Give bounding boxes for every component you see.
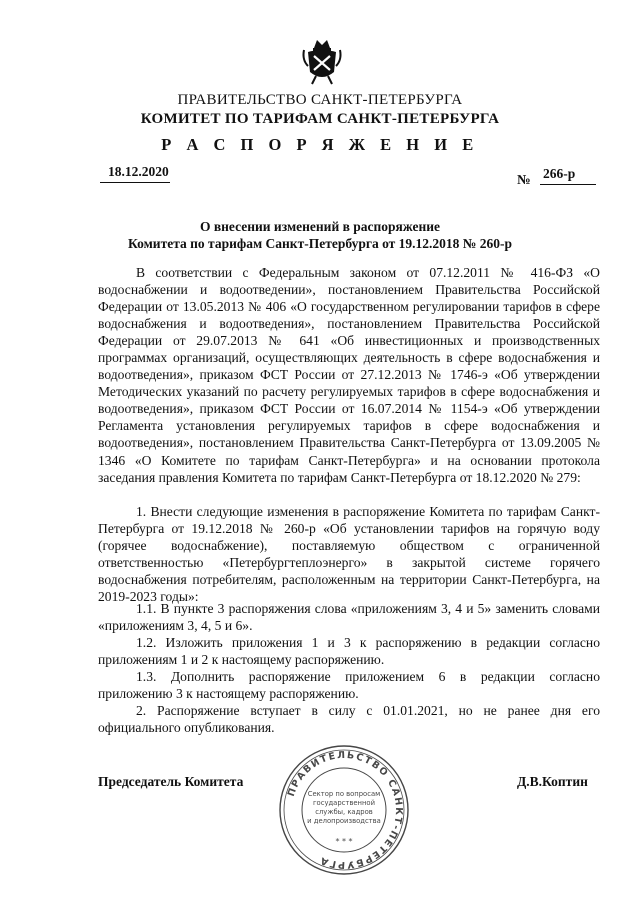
document-type-title: Р А С П О Р Я Ж Е Н И Е	[161, 135, 479, 154]
seal-inner-line: государственной	[312, 799, 376, 807]
subject-line-1: О внесении изменений в распоряжение	[199, 219, 441, 234]
item-1-2-paragraph: 1.2. Изложить приложения 1 и 3 к распоряжению в редакции согласно приложениям 1 и 2 к настоящему распоряжению.	[98, 635, 600, 668]
number-underline	[540, 184, 596, 185]
date-underline	[100, 182, 170, 183]
item-2-paragraph: 2. Распоряжение вступает в силу с 01.01.2021, но не ранее дня его официального опубликования.	[98, 703, 600, 736]
signatory-name: Д.В.Коптин	[517, 774, 588, 789]
signatory-title: Председатель Комитета	[98, 774, 244, 789]
item-1-paragraph: 1. Внести следующие изменения в распоряжение Комитета по тарифам Санкт-Петербурга от 19.12.2018 № 260-р «Об установлении тарифов на горячую воду (горячее водоснабжение), поставляемую обществом с ограниченной ответственностью «Петербургтеплоэнерго» в закрытой системе горячего водоснабжения потребителям, расположенным на территории Санкт-Петербурга, на 2019-2023 годы»:	[98, 504, 600, 605]
seal-inner-line: службы, кадров	[315, 808, 373, 816]
seal-inner-line: и делопроизводства	[307, 817, 381, 825]
svg-text:* * *: * * *	[335, 837, 353, 846]
committee-name: КОМИТЕТ ПО ТАРИФАМ САНКТ-ПЕТЕРБУРГА	[140, 111, 500, 127]
number-sign: №	[517, 172, 531, 187]
coat-of-arms-icon	[300, 36, 344, 86]
subject-line-2: Комитета по тарифам Санкт-Петербурга от 19.12.2018 № 260-р	[128, 236, 512, 251]
official-seal-stamp	[274, 740, 414, 880]
item-1-3-paragraph: 1.3. Дополнить распоряжение приложением 6 в редакции согласно приложению 3 к настоящему распоряжению.	[98, 669, 600, 702]
document-date: 18.12.2020	[108, 164, 169, 179]
preamble-paragraph: В соответствии с Федеральным законом от 07.12.2011 № 416-ФЗ «О водоснабжении и водоотведении», постановлением Правительства Российской Федерации от 13.05.2013 № 406 «О государственном регулировании тарифов в сфере водоснабжения и водоотведения», постановлением Правительства Российской Федерации от 29.07.2013 № 641 «Об инвестиционных и производственных программах организаций, осуществляющих деятельность в сфере водоснабжения и водоотведения», приказом ФСТ России от 27.12.2013 № 1746-э «Об утверждении Методических указаний по расчету регулируемых тарифов в сфере водоснабжения и водоотведения», приказом ФСТ России от 16.07.2014 № 1154-э «Об утверждении Регламента установления регулируемых тарифов в сфере водоснабжения и водоотведения», постановлением Правительства Санкт-Петербурга от 13.09.2005 № 1346 «О Комитете по тарифам Санкт-Петербурга» и на основании протокола заседания правления Комитета по тарифам Санкт-Петербурга от 18.12.2020 № 279:	[98, 265, 600, 485]
seal-ring-text: ПРАВИТЕЛЬСТВО САНКТ-ПЕТЕРБУРГА	[285, 749, 405, 871]
item-1-1-paragraph: 1.1. В пункте 3 распоряжения слова «приложениям 3, 4 и 5» заменить словами «приложениям 3, 4, 5 и 6».	[98, 601, 600, 634]
seal-inner-line: Сектор по вопросам	[307, 790, 381, 798]
document-number: 266-р	[543, 166, 576, 181]
government-name: ПРАВИТЕЛЬСТВО САНКТ-ПЕТЕРБУРГА	[177, 92, 463, 108]
